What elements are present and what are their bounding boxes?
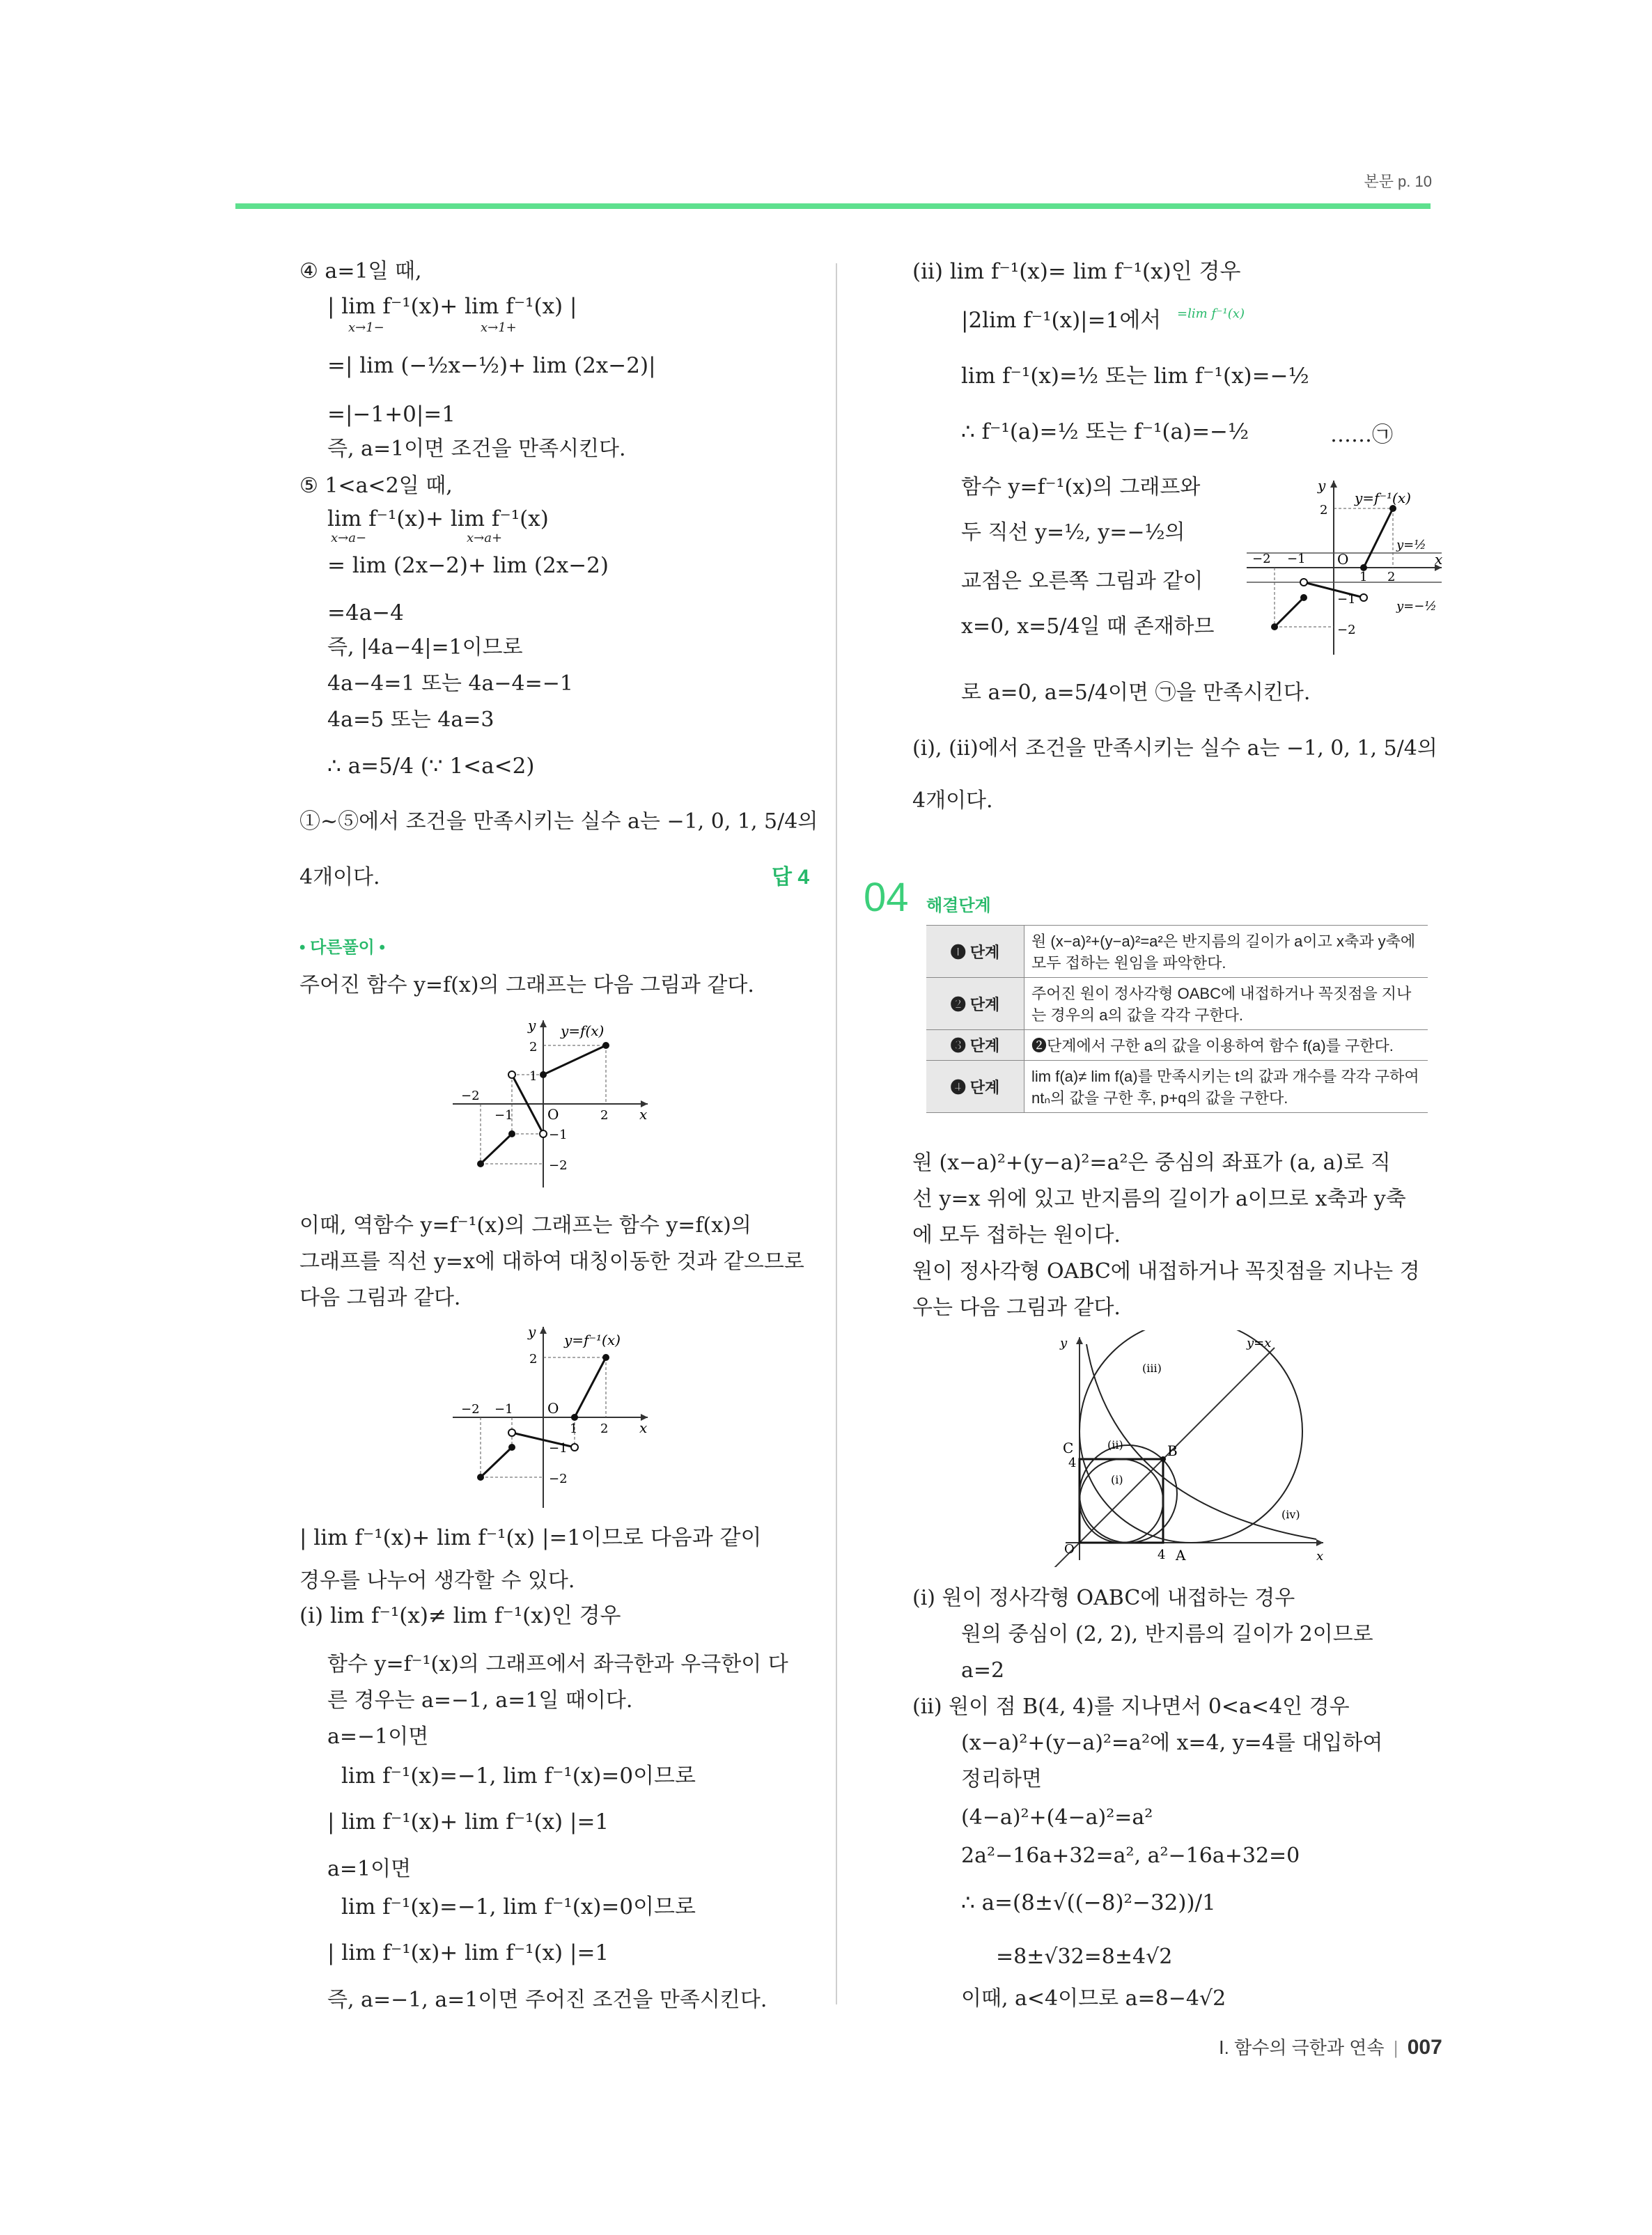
header-rule: [235, 203, 1431, 209]
graph1-tick: −2: [549, 1158, 568, 1173]
case-ii-note: =lim f⁻¹(x): [1177, 306, 1245, 321]
circle-para-2: 선 y=x 위에 있고 반지름의 길이가 a이므로 x축과 y축: [912, 1187, 1406, 1211]
case4-line-2: =| lim (−½x−½)+ lim (2x−2)|: [327, 353, 656, 378]
graph3-y-label: y: [1318, 477, 1326, 494]
case5-line-5: 4a−4=1 또는 4a−4=−1: [327, 671, 574, 696]
graph1-tick: −1: [549, 1128, 568, 1142]
graph1-func-label: y=f(x): [561, 1022, 605, 1039]
graph1-tick: 1: [529, 1069, 538, 1084]
case5-line-1: lim f⁻¹(x)+ lim f⁻¹(x): [327, 506, 549, 531]
circle-para-4: 원이 정사각형 OABC에 내접하거나 꼭짓점을 지나는 경: [912, 1259, 1420, 1284]
graph4-point-b: B: [1167, 1442, 1178, 1459]
case-i-line-7: lim f⁻¹(x)=−1, lim f⁻¹(x)=0이므로: [341, 1894, 696, 1919]
case-i-line-4: lim f⁻¹(x)=−1, lim f⁻¹(x)=0이므로: [341, 1763, 696, 1789]
circle-case-ii-line-4: 2a²−16a+32=a², a²−16a+32=0: [961, 1844, 1300, 1868]
graph-f-inverse-with-lines: [1240, 474, 1449, 662]
graph2-tick: −1: [494, 1402, 513, 1417]
case-i-line-8: | lim f⁻¹(x)+ lim f⁻¹(x) |=1: [327, 1940, 609, 1965]
graph3-tick: −1: [1337, 592, 1356, 607]
conclusion-line-1: (i), (ii)에서 조건을 만족시키는 실수 a는 −1, 0, 1, 5/4의: [912, 736, 1437, 761]
graph4-x-label: x: [1316, 1549, 1324, 1564]
step-text: ❷단계에서 구한 a의 값을 이용하여 함수 f(a)를 구한다.: [1024, 1030, 1428, 1061]
case-i-line-2: 른 경우는 a=−1, a=1일 때이다.: [327, 1688, 633, 1713]
page-reference: 본문 p. 10: [1364, 173, 1432, 190]
graph2-x-label: x: [639, 1419, 648, 1436]
graph-f-inverse: [446, 1320, 655, 1515]
section-title: 해결단계: [926, 896, 991, 915]
graph2-y-label: y: [528, 1323, 536, 1340]
case-ii-text-2: 두 직선 y=½, y=−½의: [961, 520, 1185, 545]
case4-line-1: | lim f⁻¹(x)+ lim f⁻¹(x) |: [327, 294, 577, 319]
case-ii-line-1: |2lim f⁻¹(x)|=1에서: [961, 308, 1162, 333]
circle-para-3: 에 모두 접하는 원이다.: [912, 1223, 1121, 1247]
graph4-yx-label: y=x: [1247, 1336, 1272, 1350]
case4-line-4: 즉, a=1이면 조건을 만족시킨다.: [327, 437, 626, 461]
step-text: 주어진 원이 정사각형 OABC에 내접하거나 꼭짓점을 지나는 경우의 a의 값을 각각 구한다.: [1024, 978, 1428, 1030]
case-ii-text-5: 로 a=0, a=5/4이면 ㉠을 만족시킨다.: [961, 680, 1311, 705]
circle-case-ii-title: (ii) 원이 점 B(4, 4)를 지나면서 0<a<4인 경우: [912, 1695, 1350, 1719]
graph1-tick: 2: [529, 1040, 538, 1054]
graph4-case-label: (ii): [1107, 1438, 1123, 1451]
step-row: [926, 1061, 1428, 1113]
step-row: [926, 1030, 1428, 1061]
graph-circles-square: [1038, 1330, 1330, 1567]
para3-line-1: | lim f⁻¹(x)+ lim f⁻¹(x) |=1이므로 다음과 같이: [299, 1525, 762, 1550]
case5-line-6: 4a=5 또는 4a=3: [327, 708, 494, 732]
circle-case-i-line-1: 원의 중심이 (2, 2), 반지름의 길이가 2이므로: [961, 1622, 1373, 1646]
alt-intro: 주어진 함수 y=f(x)의 그래프는 다음 그림과 같다.: [299, 973, 754, 997]
case-ii-text-4: x=0, x=5/4일 때 존재하므: [961, 614, 1215, 639]
step-label: ❹ 단계: [926, 1061, 1024, 1113]
footer: Ⅰ. 함수의 극한과 연속 | 007: [1219, 2036, 1442, 2059]
step-label: ❷ 단계: [926, 978, 1024, 1030]
circle-case-ii-line-7: 이때, a<4이므로 a=8−4√2: [961, 1986, 1226, 2011]
footer-page-number: 007: [1407, 2036, 1442, 2059]
conclusion-line-2: 4개이다.: [912, 788, 993, 813]
case4-block: [299, 258, 422, 286]
case5-line-2: = lim (2x−2)+ lim (2x−2): [327, 553, 609, 578]
section-number: 04: [864, 875, 909, 920]
graph2-tick: 1: [570, 1422, 578, 1436]
case-ii-text-1: 함수 y=f⁻¹(x)의 그래프와: [961, 475, 1201, 499]
graph3-tick: −2: [1252, 552, 1271, 566]
graph2-tick: 2: [600, 1422, 609, 1436]
case5-line-4: 즉, |4a−4|=1이므로: [327, 635, 523, 660]
case4-title: ④ a=1일 때,: [299, 259, 422, 283]
graph3-hline1: y=½: [1396, 538, 1426, 552]
step-row: [926, 978, 1428, 1030]
case4-sub-2: x→1+: [481, 320, 517, 335]
graph3-origin: O: [1337, 551, 1349, 568]
circle-case-ii-line-6: =8±√32=8±4√2: [996, 1945, 1173, 1969]
graph1-tick: 2: [600, 1108, 609, 1123]
graph3-x-label: x: [1435, 551, 1443, 568]
graph4-case-label: (iii): [1142, 1362, 1162, 1375]
case5-title: ⑤ 1<a<2일 때,: [299, 474, 453, 498]
graph2-func-label: y=f⁻¹(x): [564, 1332, 621, 1348]
graph4-tick-4y: 4: [1068, 1456, 1077, 1470]
case-ii-title: (ii) lim f⁻¹(x)= lim f⁻¹(x)인 경우: [912, 259, 1241, 284]
graph2-tick: 2: [529, 1352, 538, 1366]
circle-case-ii-line-2: 정리하면: [961, 1767, 1042, 1791]
graph1-origin: O: [547, 1106, 559, 1123]
circle-case-ii-line-5: ∴ a=(8±√((−8)²−32))/1: [961, 1890, 1216, 1915]
circle-para-5: 우는 다음 그림과 같다.: [912, 1295, 1121, 1320]
graph4-case-label: (iv): [1281, 1508, 1300, 1521]
step-text: lim f(a)≠ lim f(a)를 만족시키는 t의 값과 개수를 각각 구하여 ntₙ의 값을 구한 후, p+q의 값을 구한다.: [1024, 1061, 1428, 1113]
case-ii-ref-mark: ……㉠: [1330, 423, 1393, 447]
graph4-tick-4x: 4: [1158, 1548, 1166, 1562]
graph1-tick: −2: [461, 1089, 480, 1103]
graph4-point-c: C: [1063, 1440, 1074, 1456]
graph4-origin: O: [1064, 1542, 1075, 1557]
answer-label: 답 4: [772, 866, 809, 889]
graph3-tick: −1: [1287, 552, 1306, 566]
graph1-y-label: y: [528, 1017, 536, 1034]
case4-sub-1: x→1−: [348, 320, 384, 335]
graph-f: [446, 1013, 655, 1194]
graph1-x-label: x: [639, 1106, 648, 1123]
case-i-line-1: 함수 y=f⁻¹(x)의 그래프에서 좌극한과 우극한이 다: [327, 1652, 788, 1676]
case-ii-line-3: ∴ f⁻¹(a)=½ 또는 f⁻¹(a)=−½: [961, 419, 1249, 444]
case5-line-3: =4a−4: [327, 600, 404, 625]
case4-line-3: =|−1+0|=1: [327, 402, 455, 427]
graph3-func-label: y=f⁻¹(x): [1355, 490, 1411, 506]
alt-solution-heading: • 다른풀이 •: [299, 938, 385, 957]
graph1-tick: −1: [494, 1108, 513, 1123]
graph3-tick: 2: [1387, 570, 1396, 584]
graph4-case-label: (i): [1111, 1473, 1123, 1486]
circle-case-i-title: (i) 원이 정사각형 OABC에 내접하는 경우: [912, 1586, 1295, 1610]
case-i-line-6: a=1이면: [327, 1857, 412, 1881]
para2-line-1: 이때, 역함수 y=f⁻¹(x)의 그래프는 함수 y=f(x)의: [299, 1213, 751, 1238]
circle-para-1: 원 (x−a)²+(y−a)²=a²은 중심의 좌표가 (a, a)로 직: [912, 1151, 1391, 1175]
case-i-title: (i) lim f⁻¹(x)≠ lim f⁻¹(x)인 경우: [299, 1603, 621, 1628]
graph2-origin: O: [547, 1400, 559, 1417]
case5-line-7: ∴ a=5/4 (∵ 1<a<2): [327, 754, 535, 779]
graph3-tick: −2: [1337, 623, 1356, 637]
circle-case-i-line-2: a=2: [961, 1658, 1005, 1683]
graph3-hline2: y=−½: [1396, 599, 1437, 614]
step-label: ❶ 단계: [926, 926, 1024, 978]
graph2-tick: −1: [549, 1441, 568, 1456]
case-ii-text-3: 교점은 오른쪽 그림과 같이: [961, 569, 1203, 593]
graph4-point-a: A: [1176, 1547, 1186, 1564]
case5-sub-2: x→a+: [467, 531, 503, 545]
para3-line-2: 경우를 나누어 생각할 수 있다.: [299, 1568, 575, 1593]
graph3-tick: 2: [1320, 503, 1328, 517]
case-i-line-5: | lim f⁻¹(x)+ lim f⁻¹(x) |=1: [327, 1809, 609, 1835]
circle-case-ii-line-1: (x−a)²+(y−a)²=a²에 x=4, y=4를 대입하여: [961, 1731, 1383, 1755]
solution-steps-table: [926, 925, 1428, 1113]
summary-line-1: ①∼⑤에서 조건을 만족시키는 실수 a는 −1, 0, 1, 5/4의: [299, 809, 818, 834]
para2-line-2: 그래프를 직선 y=x에 대하여 대칭이동한 것과 같으므로: [299, 1249, 804, 1274]
step-label: ❸ 단계: [926, 1030, 1024, 1061]
graph3-tick: 1: [1359, 570, 1368, 584]
summary-line-2: 4개이다.: [299, 865, 380, 889]
footer-chapter: Ⅰ. 함수의 극한과 연속: [1219, 2037, 1385, 2058]
case-i-line-9: 즉, a=−1, a=1이면 주어진 조건을 만족시킨다.: [327, 1988, 767, 2012]
column-divider: [836, 263, 837, 2004]
case-i-line-3: a=−1이면: [327, 1724, 429, 1749]
circle-case-ii-line-3: (4−a)²+(4−a)²=a²: [961, 1805, 1153, 1830]
graph4-y-label: y: [1060, 1336, 1068, 1350]
case5-sub-1: x→a−: [331, 531, 367, 545]
step-row: [926, 926, 1428, 978]
graph2-tick: −2: [461, 1402, 480, 1417]
case-ii-line-2: lim f⁻¹(x)=½ 또는 lim f⁻¹(x)=−½: [961, 364, 1309, 389]
step-text: 원 (x−a)²+(y−a)²=a²은 반지름의 길이가 a이고 x축과 y축에 모두 접하는 원임을 파악한다.: [1024, 926, 1428, 978]
para2-line-3: 다음 그림과 같다.: [299, 1286, 461, 1310]
graph2-tick: −2: [549, 1472, 568, 1486]
